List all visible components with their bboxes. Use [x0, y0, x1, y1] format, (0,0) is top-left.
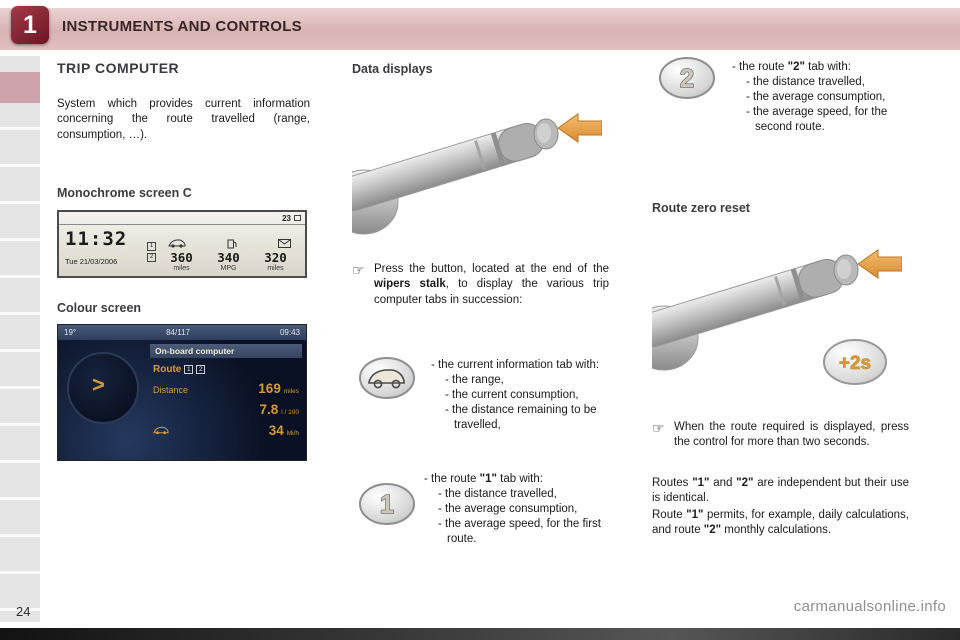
consumption-value: 7.8 [259, 402, 279, 417]
list-item: - the distance travelled, [746, 75, 865, 88]
colour-status-bar [58, 325, 306, 340]
list-intro: - the current information tab with: [431, 359, 600, 371]
date-display: Tue 21/03/2006 [65, 257, 118, 266]
current-tab-list [427, 358, 611, 433]
route-1-list [420, 472, 611, 547]
page-number: 24 [16, 604, 31, 619]
text-segment: - the route [732, 61, 788, 73]
direction-arrow-icon: > [92, 372, 105, 397]
route-tab-2: 2 [196, 365, 205, 374]
badge-number: 2 [679, 63, 695, 93]
sidebar-active-chapter-tab [0, 72, 40, 103]
intro-text: System which provides current information concerning the route travelled (range, consumption, …). [57, 98, 310, 141]
pointing-hand-icon: ☞ [352, 262, 365, 278]
page-title: INSTRUMENTS AND CONTROLS [62, 18, 302, 35]
trip-value: 340 [217, 250, 240, 265]
list-item: - the current consumption, [445, 388, 579, 401]
trip-tab-1: 1 [147, 242, 156, 251]
stalk-body [352, 120, 548, 215]
trip-values-row [158, 250, 301, 265]
bold-segment: "1" [479, 473, 497, 485]
list-item: - the average speed, for the second route. [746, 105, 888, 133]
pointing-hand-icon: ☞ [652, 420, 665, 436]
trip-tab-indicators [147, 225, 156, 274]
bold-segment: "1" [686, 509, 704, 521]
wiper-stalk-illustration [352, 88, 602, 238]
text-segment: Route [652, 509, 687, 521]
mono-status-bar [59, 212, 305, 225]
trip-value: 320 [264, 250, 287, 265]
colour-screen-illustration [57, 324, 307, 461]
clock-time: 09:43 [279, 328, 300, 337]
list-item: - the range, [445, 373, 504, 386]
route-tab-1: 1 [184, 365, 193, 374]
onboard-computer-panel [150, 344, 302, 438]
list-item: - the distance remaining to be travelled, [445, 403, 597, 431]
colour-screen-heading: Colour screen [57, 301, 142, 315]
list-item: - the distance travelled, [438, 487, 557, 500]
badge-number: 1 [379, 489, 395, 519]
stalk-end-button-face [837, 259, 851, 279]
trip-unit: miles [173, 265, 190, 272]
list-item: - the average speed, for the first route. [438, 517, 602, 545]
list-intro [420, 472, 611, 487]
temperature-icon [294, 215, 301, 221]
press-instruction-text [374, 262, 609, 308]
reset-instruction [652, 420, 909, 451]
fuel-pump-icon [227, 239, 237, 249]
route-zero-reset-heading: Route zero reset [652, 201, 750, 215]
car-icon [153, 426, 169, 435]
trip-unit: miles [267, 265, 284, 272]
route-1-tab-badge [358, 482, 416, 526]
trip-unit: MPG [220, 265, 237, 272]
arrow-icon [558, 114, 602, 142]
reset-instruction-text: When the route required is displayed, press the control for more than two seconds. [674, 421, 909, 449]
routes-usage-paragraph [652, 508, 909, 539]
list-item: - the average consumption, [438, 502, 578, 515]
stalk-body [652, 256, 848, 351]
route-label: Route [153, 364, 182, 375]
message-icon [278, 239, 291, 248]
distance-unit: miles [283, 388, 299, 395]
list-intro [728, 60, 908, 75]
trip-value: 360 [170, 250, 193, 265]
trip-units-row [158, 265, 301, 272]
panel-title: On-board computer [150, 344, 302, 358]
wiper-stalk-reset-illustration [652, 224, 902, 394]
chapter-index-strip [0, 56, 40, 622]
car-icon [168, 239, 186, 248]
mono-main-area [59, 225, 305, 274]
trip-tab-2: 2 [147, 253, 156, 262]
track-counter: 84/117 [166, 328, 190, 337]
press-instruction [352, 262, 609, 308]
outside-temperature: 19° [64, 328, 77, 337]
bold-segment: "2" [787, 61, 805, 73]
bold-segment: "2" [736, 477, 754, 489]
bold-segment: wipers stalk [374, 278, 446, 291]
stalk-end-button-face [537, 123, 551, 143]
arrow-icon [858, 250, 902, 278]
consumption-unit: l / 100 [281, 409, 299, 416]
bold-segment: "2" [703, 524, 722, 537]
distance-label: Distance [153, 385, 189, 395]
data-displays-heading: Data displays [352, 62, 433, 76]
speed-unit: Mi/h [286, 430, 299, 437]
outside-temperature: 23 [282, 213, 291, 223]
list-item: - the average consumption, [746, 90, 886, 103]
current-info-tab-badge [358, 356, 416, 400]
text-segment: tab with: [496, 473, 543, 485]
clock-time: 11:32 [65, 228, 128, 250]
route-2-list [728, 60, 908, 135]
bold-segment: "1" [692, 477, 710, 489]
distance-value: 169 [258, 381, 281, 396]
route-2-tab-badge [658, 56, 716, 100]
section-intro [57, 97, 310, 143]
section-title: TRIP COMPUTER [57, 60, 180, 76]
text-segment: monthly calculations. [721, 524, 832, 537]
text-segment: - the route [424, 473, 480, 485]
text-segment: are independent but their use is identical. [652, 477, 910, 505]
text-segment: Routes [652, 477, 693, 489]
watermark: carmanualsonline.info [793, 598, 946, 615]
text-segment: , to display the various trip computer tabs in succession: [374, 278, 610, 306]
chapter-number: 1 [23, 10, 37, 39]
text-segment: and [709, 477, 737, 489]
chapter-number-badge [11, 6, 49, 44]
mono-screen-heading: Monochrome screen C [57, 186, 192, 200]
routes-independent-paragraph [652, 476, 909, 507]
speed-value: 34 [268, 423, 284, 438]
text-segment: Press the button, located at the end of the [374, 263, 609, 275]
press-2s-label: +2s [838, 353, 872, 374]
text-segment: permits, for example, daily calculations, and route [652, 509, 909, 537]
text-segment: tab with: [804, 61, 851, 73]
monochrome-screen-illustration [57, 210, 307, 278]
bottom-band [0, 628, 960, 640]
